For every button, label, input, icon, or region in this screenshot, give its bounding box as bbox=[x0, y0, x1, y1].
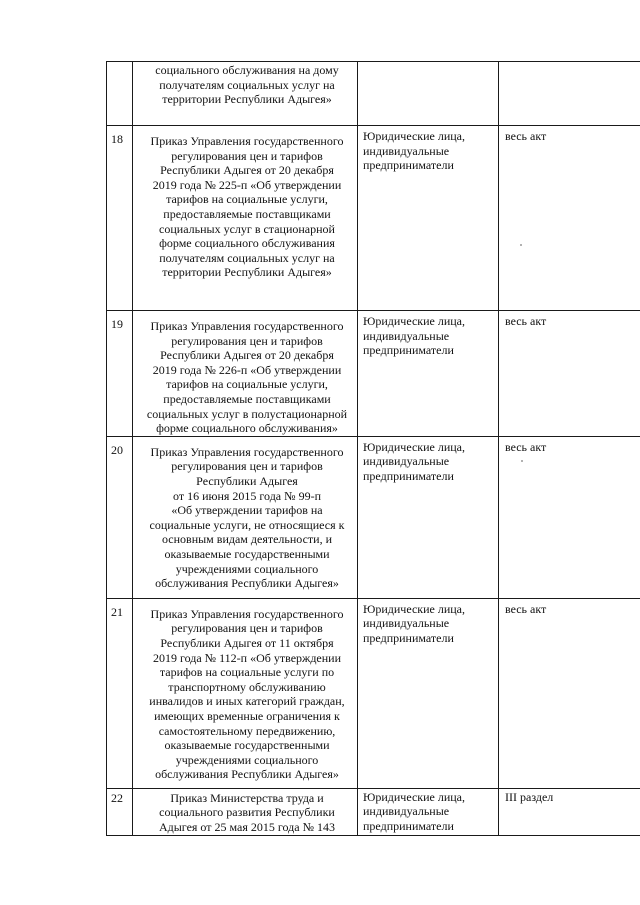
table-row bbox=[107, 311, 640, 437]
subject-text: Юридические лица, индивидуальные предприниматели bbox=[363, 129, 466, 173]
scope-text: весь акт bbox=[505, 129, 547, 143]
row-number-cell bbox=[107, 62, 133, 126]
subject-cell bbox=[358, 598, 499, 788]
scope-text: III раздел bbox=[505, 789, 554, 804]
row-number: 21 bbox=[111, 604, 123, 619]
row-number-cell bbox=[107, 436, 133, 598]
table-row bbox=[107, 62, 640, 126]
row-number: 18 bbox=[111, 132, 123, 146]
scan-speck bbox=[521, 460, 523, 462]
subject-text: Юридические лица, индивидуальные предприниматели bbox=[363, 439, 466, 483]
act-title: Приказ Управления государственного регулирования цен и тарифов Республики Адыгея от 16 июня 2015 года № 99-п «Об утверждении тарифов на социальные услуги, не относящиеся к основным видам деятельности, и оказываемые государственными учреждениями социального обслуживания Республики Адыгея» bbox=[149, 444, 345, 591]
subject-cell bbox=[358, 436, 499, 598]
scope-cell bbox=[499, 311, 640, 437]
row-number: 22 bbox=[111, 790, 123, 805]
act-title: Приказ Управления государственного регулирования цен и тарифов Республики Адыгея от 20 декабря 2019 года № 226-п «Об утверждении тарифов на социальные услуги, предоставляемые поставщиками социальных услуг в полустационарной форме социального обслуживания» bbox=[146, 319, 348, 436]
subject-cell bbox=[358, 62, 499, 126]
act-title: социального обслуживания на дому получателям социальных услуг на территории Республики Адыгея» bbox=[155, 63, 339, 107]
subject-cell bbox=[358, 311, 499, 437]
act-title: Приказ Управления государственного регулирования цен и тарифов Республики Адыгея от 11 октября 2019 года № 112-п «Об утверждении тарифов на социальные услуги по транспортному обслуживанию инвалидов и иных категорий граждан, имеющих временные ограничения к самостоятельному передвижению, оказываемые государственными учреждениями социального обслуживания Республики Адыгея» bbox=[149, 606, 345, 782]
row-number bbox=[107, 62, 132, 68]
scope-cell bbox=[499, 126, 640, 311]
subject-text: Юридические лица, индивидуальные предприниматели bbox=[363, 789, 466, 833]
row-number-cell bbox=[107, 311, 133, 437]
subject-cell bbox=[358, 126, 499, 311]
table-row bbox=[107, 598, 640, 788]
subject-text bbox=[358, 62, 498, 65]
row-number: 19 bbox=[111, 317, 123, 331]
row-number: 20 bbox=[111, 442, 123, 457]
scope-cell bbox=[499, 788, 640, 835]
scope-text bbox=[499, 62, 640, 65]
subject-cell bbox=[358, 788, 499, 835]
scope-text: весь акт bbox=[505, 314, 547, 328]
act-title: Приказ Министерства труда и социального развития Республики Адыгея от 25 мая 2015 года № 143 bbox=[158, 790, 336, 834]
act-title-cell bbox=[133, 436, 358, 598]
scope-cell bbox=[499, 598, 640, 788]
act-title-cell bbox=[133, 126, 358, 311]
scope-cell bbox=[499, 436, 640, 598]
act-title-cell bbox=[133, 311, 358, 437]
scope-cell bbox=[499, 62, 640, 126]
scan-speck bbox=[520, 244, 522, 246]
table-row bbox=[107, 788, 640, 835]
table-row bbox=[107, 436, 640, 598]
row-number-cell bbox=[107, 126, 133, 311]
act-title: Приказ Управления государственного регулирования цен и тарифов Республики Адыгея от 20 декабря 2019 года № 225-п «Об утверждении тарифов на социальные услуги, предоставляемые поставщиками социальных услуг в стационарной форме социального обслуживания получателям социальных услуг на территории Республики Адыгея» bbox=[150, 134, 344, 280]
acts-table bbox=[106, 61, 640, 836]
scope-text: весь акт bbox=[505, 601, 547, 616]
act-title-cell bbox=[133, 62, 358, 126]
row-number-cell bbox=[107, 598, 133, 788]
row-number-cell bbox=[107, 788, 133, 835]
subject-text: Юридические лица, индивидуальные предприниматели bbox=[363, 314, 466, 358]
scope-text: весь акт bbox=[505, 439, 547, 454]
act-title-cell bbox=[133, 598, 358, 788]
table-row bbox=[107, 126, 640, 311]
act-title-cell bbox=[133, 788, 358, 835]
subject-text: Юридические лица, индивидуальные предприниматели bbox=[363, 601, 466, 645]
